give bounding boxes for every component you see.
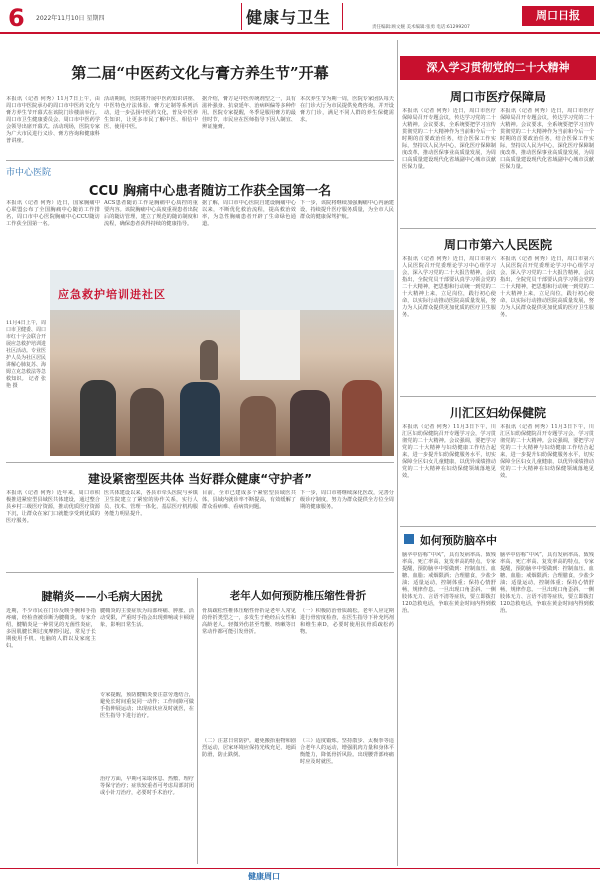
elderly-text: （二）注意日常防护。避免搬抬重物和剧烈运动，居家环境应保持光线充足、地面防滑，防止跌倒。 — [202, 738, 296, 758]
lead-article — [6, 40, 394, 94]
column-divider — [197, 578, 198, 864]
presentation-screen — [240, 310, 300, 380]
presenter-figure — [200, 340, 218, 380]
lead-text: 据介绍，膏方是中医传统剂型之一，具有滋补强身、抗衰延年、治病纠偏等多种作用。医院专家提醒，冬季是服用膏方的最佳时节，市民应在医师指导下因人制宜、辨证施膏。 — [202, 96, 296, 130]
article-text: 本报讯（记者 何秀）近日，周口市医疗保障局召开专题会议，传达学习党的二十大精神。会议要求，全系统要把学习宣传贯彻党的二十大精神作为当前和今后一个时期的首要政治任务，结合医保工作实际，坚持以人民为中心，深化医疗保障制度改革，推动医保事业高质量发展，为周口高质量建设现代化省域副中心城市贡献医保力量。 — [402, 108, 496, 170]
editor-line: 责任编辑:顾文婉 美术编辑:张勇 电话:61299207 — [372, 25, 470, 30]
section-divider — [400, 228, 596, 229]
article-text: 本报讯（记者 何秀）近日，周口市第六人民医院召开党委理论学习中心组学习会，深入学习党的二十大报告精神。会议指出，全院党员干部要认真学习领会党的二十大精神，把思想和行动统一到党的二十大精神上来，立足岗位，践行初心使命，以实际行动推动医院高质量发展，努力为人民群众提供更加优质的医疗卫生服务。 — [500, 256, 594, 318]
photo-caption: 11月4日上午，周口市卫健委、周口市红十字会联合开展应急救护培训进社区活动。专业医护人员为社区居民讲解心肺复苏、海姆立克急救法等急救知识。 记者 张艳 摄 — [6, 320, 46, 389]
audience-figure — [130, 388, 164, 456]
ccu-text: 下一步，该院将继续加强胸痛中心内涵建设，持续提升医疗服务质量，为全市人民群众的健康保驾护航。 — [300, 200, 394, 220]
stroke-text: 脑卒中俗称“中风”，具有发病率高、致残率高、死亡率高、复发率高的特点。专家提醒，预防脑卒中要做到：控制血压、血糖、血脂；戒烟限酒；合理膳食，少盐少油；适量运动，控制体重；保持心情舒畅，规律作息。一旦出现口角歪斜、一侧肢体无力、言语不清等症状，要立即拨打120急救电话，争取在黄金时间内得到救治。 — [402, 552, 496, 614]
date-line: 2022年11月10日 星期四 — [36, 15, 105, 22]
article-text: 本报讯（记者 何秀）11月3日下午，川汇区妇幼保健院召开专题学习会，学习贯彻党的二十大精神。会议强调，要把学习党的二十大精神与妇幼健康工作结合起来，进一步提升妇幼保健服务水平，切实保障全区妇女儿童健康，以优异成绩推动党的二十大精神在妇幼保健领域落地见效。 — [500, 424, 594, 479]
tendon-text: 专家提醒，预防腱鞘炎要注意劳逸结合，避免长时间重复同一动作；工作间隙可做手指伸展运动；出现症状应及时就医，在医生指导下进行治疗。 — [100, 692, 194, 719]
tendon-text: 治疗方面，早期可采取休息、热敷、理疗等保守治疗；症状较重者可考虑局部封闭或小针刀治疗，必要时手术治疗。 — [100, 776, 194, 796]
elderly-text: 骨质疏松性椎体压缩性骨折是老年人常见的骨折类型之一，多发生于绝经后女性和高龄老人。轻微外伤甚至弯腰、咳嗽等日常动作都可能引发骨折。 — [202, 608, 296, 635]
article-title: 川汇区妇幼保健院 — [449, 406, 546, 420]
elderly-text: （一）积极防治骨质疏松。老年人应定期进行骨密度检查，在医生指导下补充钙剂和维生素D，必要时使用抗骨质疏松药物。 — [300, 608, 394, 635]
audience-figure — [80, 380, 116, 456]
alliance-text: 目前，全市已建成多个紧密型县域医共体，县域内就诊率不断提高，有效缓解了群众看病难、看病贵问题。 — [202, 490, 296, 510]
article-title: 周口市第六人民医院 — [443, 238, 552, 252]
audience-figure — [240, 396, 276, 456]
tendon-text: 近期，不少市民在门诊反映手腕和手指疼痛，经检查被诊断为腱鞘炎。专家介绍，腱鞘炎是一种常见的无菌性炎症，多因肌腱长期过度摩擦引起，常见于长期使用手机、电脑的人群以及家庭主妇。 — [6, 608, 96, 649]
ccu-title: CCU 胸痛中心患者随访工作获全国第一名 — [88, 184, 332, 199]
tendon-text: 腱鞘炎的主要症状为局部疼痛、肿胀、活动受限，严重时手指会出现弹响或卡顿现象，影响日常生活。 — [100, 608, 194, 628]
elderly-text: （三）适度锻炼。坚持散步、太极拳等适合老年人的运动，增强肌肉力量和身体平衡能力，降低骨折风险。出现腰背部疼痛时应及时就医。 — [300, 738, 394, 765]
audience-figure — [290, 390, 330, 456]
ccu-text: 据了解，周口市中心医院自建设胸痛中心以来，不断优化救治流程，提高救治效率，为急性胸痛患者开辟了生命绿色通道。 — [202, 200, 296, 227]
elderly-title: 老年人如何预防椎压缩性骨折 — [229, 590, 367, 602]
lead-text: 活动期间，医院将开展中医药知识讲座、中医特色疗法体验、膏方定制等系列活动，进一步弘扬中医药文化，普及中医养生知识，让更多市民了解中医、相信中医、使用中医。 — [104, 96, 198, 130]
lead-text: 本报讯（记者 何秀）11月7日上午，由周口市中医院承办的周口市中医药文化与膏方养生节开幕式在该院门诊楼前举行。周口市卫生健康委员会、周口市中医药学会领导出席开幕式。活动现场，医院专家为广大市民进行义诊、膏方咨询和健康科普讲座。 — [6, 96, 100, 144]
tendon-title: 腱鞘炎——小毛病大困扰 — [41, 590, 163, 603]
section-title: 健康与卫生 — [246, 8, 332, 27]
square-bullet-icon — [404, 534, 414, 544]
section-divider — [400, 396, 596, 397]
page-footer — [0, 868, 600, 883]
audience-figure — [342, 380, 382, 456]
stroke-title: 如何预防脑卒中 — [420, 534, 497, 547]
audience-figure — [180, 382, 220, 456]
alliance-text: 医共体建设以来，各县市牵头医院与乡镇卫生院建立了紧密的协作关系，实行人员、技术、管理一体化，基层医疗机构服务能力明显提升。 — [104, 490, 198, 517]
alliance-text: 下一步，周口市将继续深化医改，完善分级诊疗制度，努力为群众提供全方位全周期的健康服务。 — [300, 490, 394, 510]
ccu-text: 本报讯（记者 何秀）近日，国家胸痛中心联盟公布了全国胸痛中心随访工作排名，周口市中心医院胸痛中心CCU随访工作获全国第一名。 — [6, 200, 100, 227]
article-text: 本报讯（记者 何秀）11月3日下午，川汇区妇幼保健院召开专题学习会，学习贯彻党的二十大精神。会议强调，要把学习党的二十大精神与妇幼健康工作结合起来，进一步提升妇幼保健服务水平，切实保障全区妇女儿童健康，以优异成绩推动党的二十大精神在妇幼保健领域落地见效。 — [402, 424, 496, 479]
section-divider — [6, 160, 394, 161]
lead-text: 本次养生节为期一周，医院专家团队每天在门诊大厅为市民提供免费咨询，并开设膏方门诊，满足不同人群的养生保健需求。 — [300, 96, 394, 123]
ccu-text: ACS患者随访工作是胸痛中心质控的重要内容。该院胸痛中心高度重视患者出院后的随访管理，建立了规范的随访制度和流程，确保患者获得持续的健康指导。 — [104, 200, 198, 227]
section-divider — [6, 572, 394, 573]
stroke-text: 脑卒中俗称“中风”，具有发病率高、致残率高、死亡率高、复发率高的特点。专家提醒，预防脑卒中要做到：控制血压、血糖、血脂；戒烟限酒；合理膳食，少盐少油；适量运动，控制体重；保持心情舒畅，规律作息。一旦出现口角歪斜、一侧肢体无力、言语不清等症状，要立即拨打120急救电话，争取在黄金时间内得到救治。 — [500, 552, 594, 614]
alliance-title: 建设紧密型医共体 当好群众健康“守护者” — [88, 472, 312, 486]
header-divider — [241, 3, 242, 30]
header-divider — [342, 3, 343, 30]
footer-label: 健康周口 — [248, 872, 280, 881]
news-photo — [50, 270, 394, 456]
column-divider — [397, 40, 398, 866]
photo-banner: 应急救护培训进社区 — [58, 288, 166, 301]
section-divider — [400, 526, 596, 527]
page-number: 6 — [8, 4, 25, 32]
article-title: 周口市医疗保障局 — [449, 90, 546, 104]
article-tag: 市中心医院 — [6, 168, 52, 178]
section-divider — [6, 462, 394, 463]
party-banner: 深入学习贯彻党的二十大精神 — [400, 56, 596, 80]
article-text: 本报讯（记者 何秀）近日，周口市医疗保障局召开专题会议，传达学习党的二十大精神。会议要求，全系统要把学习宣传贯彻党的二十大精神作为当前和今后一个时期的首要政治任务，结合医保工作实际，坚持以人民为中心，深化医疗保障制度改革，推动医保事业高质量发展，为周口高质量建设现代化省域副中心城市贡献医保力量。 — [500, 108, 594, 170]
masthead-logo: 周口日报 — [522, 6, 594, 26]
article-text: 本报讯（记者 何秀）近日，周口市第六人民医院召开党委理论学习中心组学习会，深入学习党的二十大报告精神。会议指出，全院党员干部要认真学习领会党的二十大精神，把思想和行动统一到党的二十大精神上来，立足岗位，践行初心使命，以实际行动推动医院高质量发展，努力为人民群众提供更加优质的医疗卫生服务。 — [402, 256, 496, 318]
alliance-text: 本报讯（记者 何秀）近年来，周口市积极推进紧密型县域医共体建设，通过整合县乡村三级医疗资源，推动优质医疗资源下沉，让群众在家门口就能享受到优质的医疗服务。 — [6, 490, 100, 524]
lead-title: 第二届“中医药文化与膏方养生节”开幕 — [71, 64, 329, 82]
